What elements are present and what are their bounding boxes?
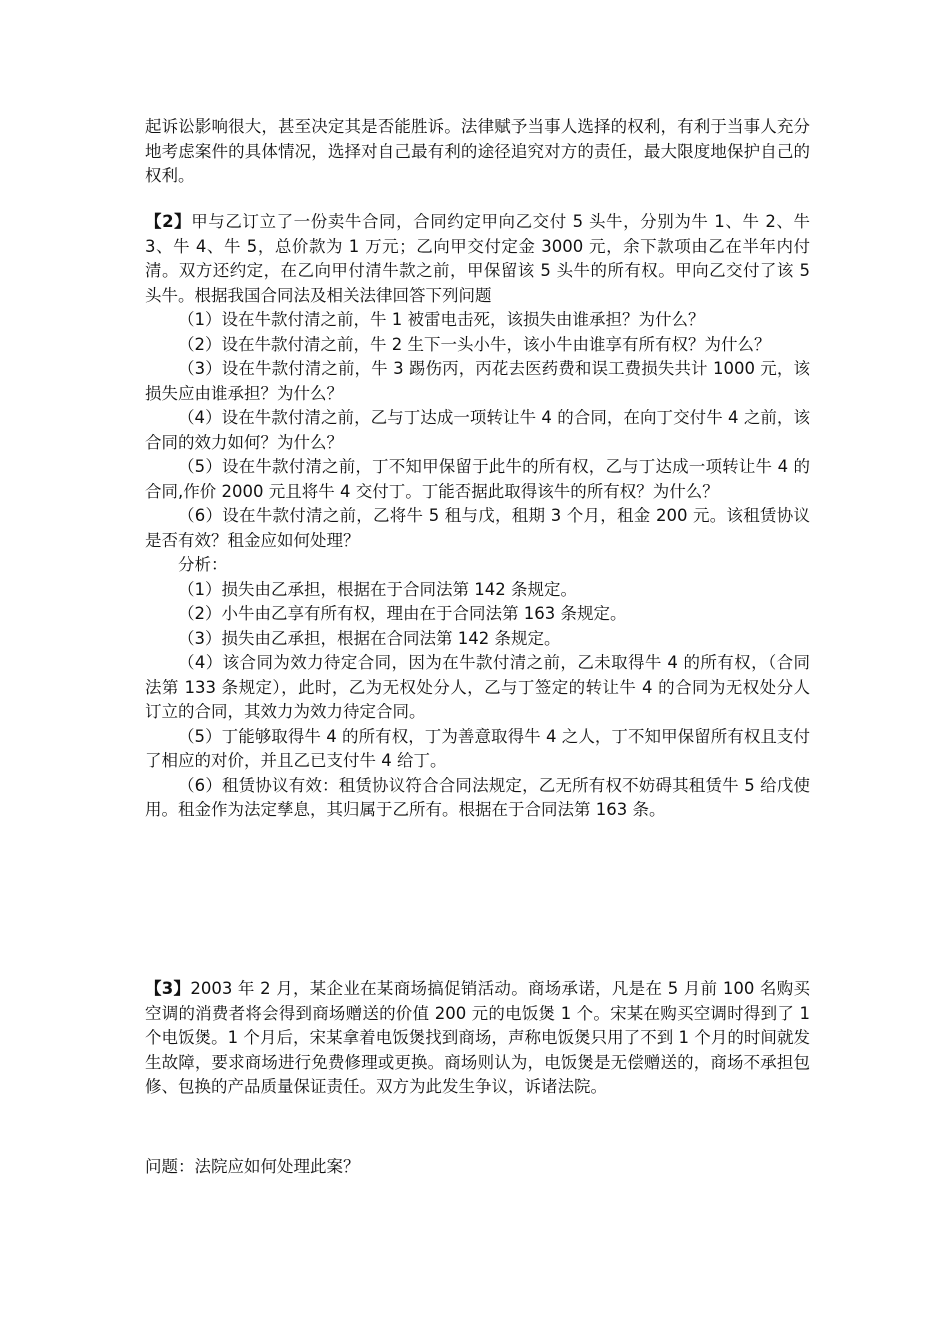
case-3-question-section — [145, 1155, 810, 1180]
case-2-answer-1: （1）损失由乙承担，根据在于合同法第 142 条规定。 — [178, 579, 577, 599]
case-2-answer-5: （5）丁能够取得牛 4 的所有权，丁为善意取得牛 4 之人，丁不知甲保留所有权且支付了相应的对价，并且乙已支付牛 4 给丁。 — [145, 726, 810, 770]
case-2-statement-text: 甲与乙订立了一份卖牛合同，合同约定甲向乙交付 5 头牛，分别为牛 1、牛 2、牛 3、牛 4、牛 5，总价款为 1 万元；乙向甲交付定金 3000 元，余下款项由乙在半年内付清。双方还约定，在乙向甲付清牛款之前，甲保留该 5 头牛的所有权。甲向乙交付了该 5 头牛。根据我国合同法及相关法律回答下列问题 — [145, 212, 810, 305]
case-2-question-3: （3）设在牛款付清之前，牛 3 踢伤丙，丙花去医药费和误工费损失共计 1000 元，该损失应由谁承担？为什么？ — [145, 359, 810, 403]
case-2-answer-3: （3）损失由乙承担，根据在合同法第 142 条规定。 — [178, 628, 561, 648]
case-3-label: 【3】 — [145, 979, 191, 998]
case-2-question-6: （6）设在牛款付清之前，乙将牛 5 租与戊，租期 3 个月，租金 200 元。该租赁协议是否有效？租金应如何处理？ — [145, 506, 810, 550]
case-2-label: 【2】 — [145, 212, 192, 231]
case-3-question: 问题：法院应如何处理此案？ — [145, 1157, 360, 1176]
case-2-question-5: （5）设在牛款付清之前，丁不知甲保留于此牛的所有权，乙与丁达成一项转让牛 4 的合同,作价 2000 元且将牛 4 交付丁。丁能否据此取得该牛的所有权？为什么？ — [145, 457, 810, 501]
case-2-question-4: （4）设在牛款付清之前，乙与丁达成一项转让牛 4 的合同，在向丁交付牛 4 之前，该合同的效力如何？为什么？ — [145, 408, 810, 452]
intro-section — [145, 115, 810, 189]
case-2-answer-2: （2）小牛由乙享有所有权，理由在于合同法第 163 条规定。 — [178, 604, 627, 623]
case-3-section — [145, 977, 810, 1100]
case-2-statement — [145, 210, 810, 308]
case-2-section — [145, 210, 810, 823]
intro-paragraph: 起诉讼影响很大，甚至决定其是否能胜诉。法律赋予当事人选择的权利，有利于当事人充分地考虑案件的具体情况，选择对自己最有利的途径追究对方的责任，最大限度地保护自己的权利。 — [145, 117, 810, 185]
case-2-question-1: （1）设在牛款付清之前，牛 1 被雷电击死，该损失由谁承担？为什么？ — [178, 310, 705, 329]
case-3-statement-text: 2003 年 2 月，某企业在某商场搞促销活动。商场承诺，凡是在 5 月前 100 名购买空调的消费者将会得到商场赠送的价值 200 元的电饭煲 1 个。宋某在购买空调时得到了 1 个电饭煲。1 个月后，宋某拿着电饭煲找到商场，声称电饭煲只用了不到 1 个月的时间就发生故障，要求商场进行免费修理或更换。商场则认为，电饭煲是无偿赠送的，商场不承担包修、包换的产品质量保证责任。双方为此发生争议，诉诸法院。 — [145, 979, 810, 1096]
analysis-label: 分析： — [178, 555, 228, 574]
case-2-question-2: （2）设在牛款付清之前，牛 2 生下一头小牛，该小牛由谁享有所有权？为什么？ — [178, 334, 771, 354]
case-2-answer-6: （6）租赁协议有效：租赁协议符合合同法规定，乙无所有权不妨碍其租赁牛 5 给戊使用。租金作为法定孳息，其归属于乙所有。根据在于合同法第 163 条。 — [145, 775, 810, 819]
case-3-statement — [145, 977, 810, 1100]
case-2-answer-4: （4）该合同为效力待定合同，因为在牛款付清之前，乙未取得牛 4 的所有权，（合同法第 133 条规定），此时，乙为无权处分人，乙与丁签定的转让牛 4 的合同为无权处分人订立的合同，其效力为效力待定合同。 — [145, 653, 810, 721]
